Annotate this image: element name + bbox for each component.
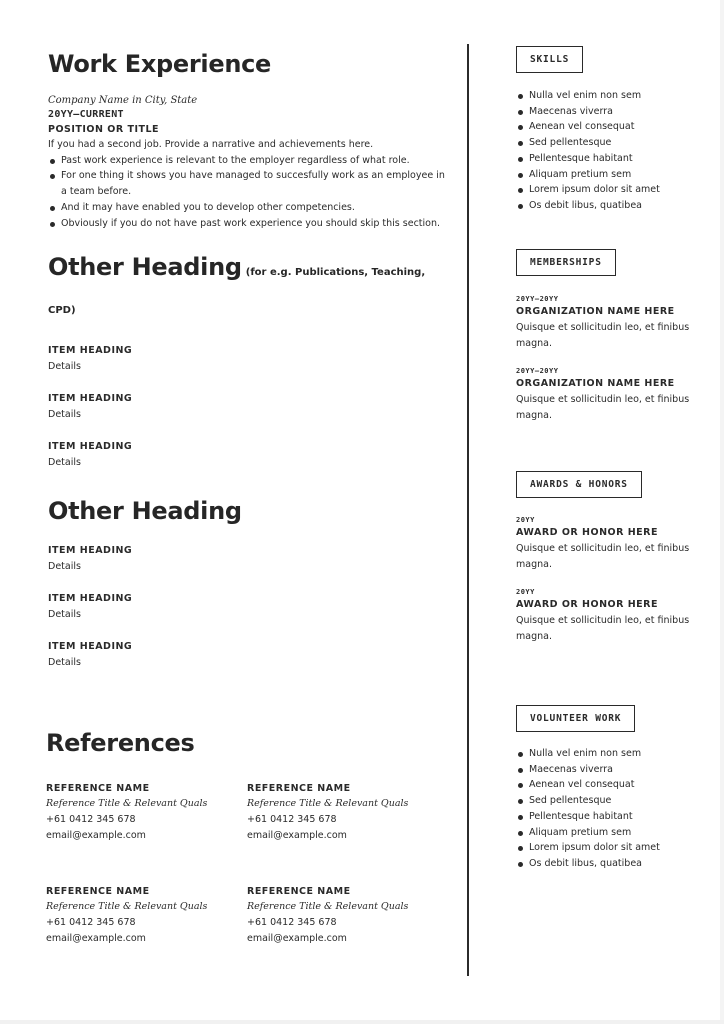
- list-item: Sed pellentesque: [516, 793, 706, 809]
- list-item: [48, 591, 448, 623]
- reference-email: email@example.com: [247, 933, 347, 944]
- list-item: Nulla vel enim non sem: [516, 88, 706, 104]
- other-heading-section-2: [48, 495, 448, 671]
- item-details: Details: [48, 409, 81, 421]
- memberships-section: [516, 249, 706, 438]
- list-item: Aenean vel consequat: [516, 119, 706, 135]
- award-name: AWARD OR HONOR HERE: [516, 599, 658, 610]
- references-grid: [46, 781, 466, 947]
- work-intro: If you had a second job. Provide a narrative and achievements here.: [48, 139, 374, 150]
- list-item: Os debit libus, quatibea: [516, 856, 706, 872]
- list-item: For one thing it shows you have managed to succesfully work as an employee in a team before.: [48, 168, 448, 199]
- item-details: Details: [48, 609, 81, 621]
- award-desc: Quisque et sollicitudin leo, et finibus magna.: [516, 615, 690, 642]
- item-heading: ITEM HEADING: [48, 641, 133, 653]
- list-item: Obviously if you do not have past work experience you should skip this section.: [48, 216, 448, 232]
- volunteer-list: [516, 746, 706, 872]
- list-item: [516, 366, 706, 424]
- item-heading: ITEM HEADING: [48, 393, 133, 405]
- list-item: Aenean vel consequat: [516, 777, 706, 793]
- list-item: And it may have enabled you to develop other competencies.: [48, 200, 448, 216]
- reference-phone: +61 0412 345 678: [46, 814, 136, 825]
- reference-title: Reference Title & Relevant Quals: [46, 901, 208, 912]
- other-heading-note: (for e.g. Publications, Teaching, CPD): [48, 267, 426, 317]
- list-item: Nulla vel enim non sem: [516, 746, 706, 762]
- work-date: 20YY–CURRENT: [48, 109, 124, 120]
- list-item: Lorem ipsum dolor sit amet: [516, 182, 706, 198]
- position-title: POSITION OR TITLE: [48, 124, 160, 135]
- company-name: Company Name in City, State: [48, 95, 198, 106]
- list-item: [516, 587, 706, 645]
- list-item: [48, 439, 448, 471]
- reference-card: [46, 781, 247, 844]
- page-bottom-edge: [0, 1020, 724, 1024]
- membership-org: ORGANIZATION NAME HERE: [516, 378, 675, 389]
- column-divider: [467, 44, 469, 976]
- item-details: Details: [48, 457, 81, 469]
- work-experience-heading: Work Experience: [48, 50, 272, 78]
- membership-desc: Quisque et sollicitudin leo, et finibus magna.: [516, 394, 690, 421]
- membership-date: 20YY–20YY: [516, 367, 559, 375]
- membership-date: 20YY–20YY: [516, 295, 559, 303]
- list-item: [48, 639, 448, 671]
- award-date: 20YY: [516, 588, 535, 596]
- reference-title: Reference Title & Relevant Quals: [247, 798, 409, 809]
- reference-card: [247, 884, 448, 947]
- item-details: Details: [48, 361, 81, 373]
- volunteer-section: [516, 705, 706, 872]
- award-desc: Quisque et sollicitudin leo, et finibus magna.: [516, 543, 690, 570]
- item-details: Details: [48, 657, 81, 669]
- list-item: Aliquam pretium sem: [516, 167, 706, 183]
- work-experience-section: [48, 48, 448, 231]
- reference-card: [46, 884, 247, 947]
- awards-heading: AWARDS & HONORS: [516, 471, 642, 498]
- other-heading-1-text: Other Heading: [48, 253, 242, 282]
- reference-phone: +61 0412 345 678: [247, 814, 337, 825]
- list-item: [516, 515, 706, 573]
- item-heading: ITEM HEADING: [48, 441, 133, 453]
- reference-name: REFERENCE NAME: [46, 886, 150, 897]
- item-heading: ITEM HEADING: [48, 545, 133, 557]
- list-item: Pellentesque habitant: [516, 809, 706, 825]
- reference-title: Reference Title & Relevant Quals: [46, 798, 208, 809]
- reference-phone: +61 0412 345 678: [247, 917, 337, 928]
- references-section: [46, 727, 466, 947]
- list-item: Past work experience is relevant to the employer regardless of what role.: [48, 153, 448, 169]
- page-right-edge: [720, 0, 724, 1024]
- reference-name: REFERENCE NAME: [46, 783, 150, 794]
- memberships-heading: MEMBERSHIPS: [516, 249, 616, 276]
- list-item: [48, 391, 448, 423]
- list-item: [48, 343, 448, 375]
- award-name: AWARD OR HONOR HERE: [516, 527, 658, 538]
- membership-org: ORGANIZATION NAME HERE: [516, 306, 675, 317]
- list-item: Maecenas viverra: [516, 104, 706, 120]
- reference-name: REFERENCE NAME: [247, 886, 351, 897]
- list-item: [516, 294, 706, 352]
- skills-list: [516, 88, 706, 214]
- references-heading: References: [46, 729, 195, 757]
- other-heading-section-1: [48, 251, 448, 471]
- left-column: [48, 48, 448, 687]
- list-item: [48, 543, 448, 575]
- list-item: Maecenas viverra: [516, 762, 706, 778]
- list-item: Lorem ipsum dolor sit amet: [516, 840, 706, 856]
- list-item: Aliquam pretium sem: [516, 825, 706, 841]
- awards-section: [516, 471, 706, 659]
- membership-desc: Quisque et sollicitudin leo, et finibus magna.: [516, 322, 690, 349]
- list-item: Os debit libus, quatibea: [516, 198, 706, 214]
- reference-email: email@example.com: [46, 933, 146, 944]
- work-bullet-list: [48, 153, 448, 232]
- reference-title: Reference Title & Relevant Quals: [247, 901, 409, 912]
- item-details: Details: [48, 561, 81, 573]
- reference-card: [247, 781, 448, 844]
- other-heading-2: Other Heading: [48, 497, 242, 526]
- list-item: Sed pellentesque: [516, 135, 706, 151]
- skills-section: [516, 46, 706, 214]
- reference-email: email@example.com: [46, 830, 146, 841]
- award-date: 20YY: [516, 516, 535, 524]
- item-heading: ITEM HEADING: [48, 593, 133, 605]
- skills-heading: SKILLS: [516, 46, 583, 73]
- reference-phone: +61 0412 345 678: [46, 917, 136, 928]
- reference-name: REFERENCE NAME: [247, 783, 351, 794]
- volunteer-heading: VOLUNTEER WORK: [516, 705, 635, 732]
- list-item: Pellentesque habitant: [516, 151, 706, 167]
- reference-email: email@example.com: [247, 830, 347, 841]
- other-heading-1: [48, 251, 448, 327]
- item-heading: ITEM HEADING: [48, 345, 133, 357]
